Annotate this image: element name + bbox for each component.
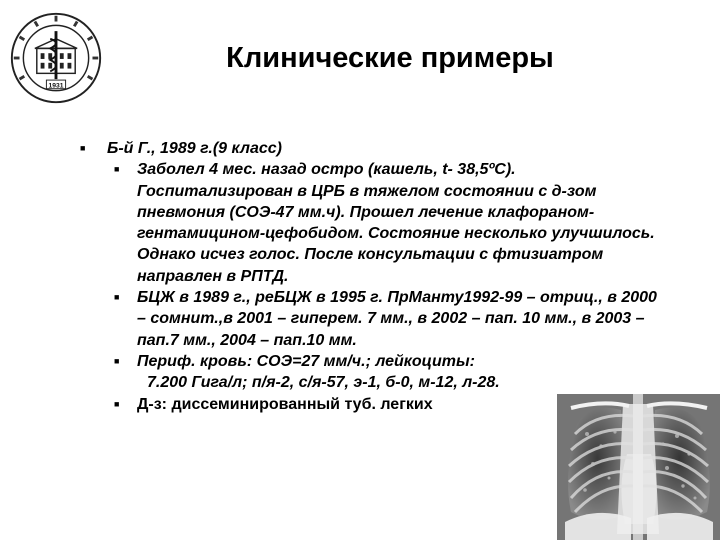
bcg-text: БЦЖ в 1989 г., реБЦЖ в 1995 г. ПрМанту1992-99 – отриц., в 2000 – сомнит.,в 2001 – гиперем. 7 мм., в 2002 – пап. 10 мм., в 2003 – пап.7 мм., 2004 – пап.10 мм.	[137, 289, 657, 349]
history-text: Заболел 4 мес. назад остро (кашель, t- 38,5ºС). Госпитализирован в ЦРБ в тяжелом состоянии с д-зом пневмония (СОЭ-47 мм.ч). Прошел лечение клафораном-гентамицином-цефобидом. Состояние несколько улучшилось. Однако исчез голос. После консультации с фтизиатром направлен в РПТД.	[137, 161, 655, 285]
diagnosis-text: Д-з: диссеминированный туб. легких	[137, 395, 433, 413]
square-bullet-icon: ■	[114, 398, 120, 409]
square-bullet-icon: ■	[114, 292, 120, 303]
chest-xray-photo	[557, 394, 720, 540]
patient-line: Б-й Г., 1989 г.(9 класс)	[107, 140, 282, 157]
logo-year: 1931	[48, 82, 64, 90]
list-item	[114, 287, 670, 351]
page-title: Клинические примеры	[226, 42, 554, 74]
blood-text: Периф. кровь: СОЭ=27 мм/ч.; лейкоциты:	[137, 352, 475, 370]
square-bullet-icon: ■	[80, 143, 86, 153]
square-bullet-icon: ■	[114, 164, 120, 175]
bullet-list	[80, 138, 670, 415]
list-item	[114, 159, 670, 287]
university-seal-logo	[8, 10, 104, 106]
list-item	[80, 138, 670, 159]
blood-values: 7.200 Гига/л; п/я-2, с/я-57, э-1, б-0, м-12, л-28.	[147, 374, 500, 392]
square-bullet-icon: ■	[114, 355, 120, 366]
list-item	[114, 351, 670, 394]
